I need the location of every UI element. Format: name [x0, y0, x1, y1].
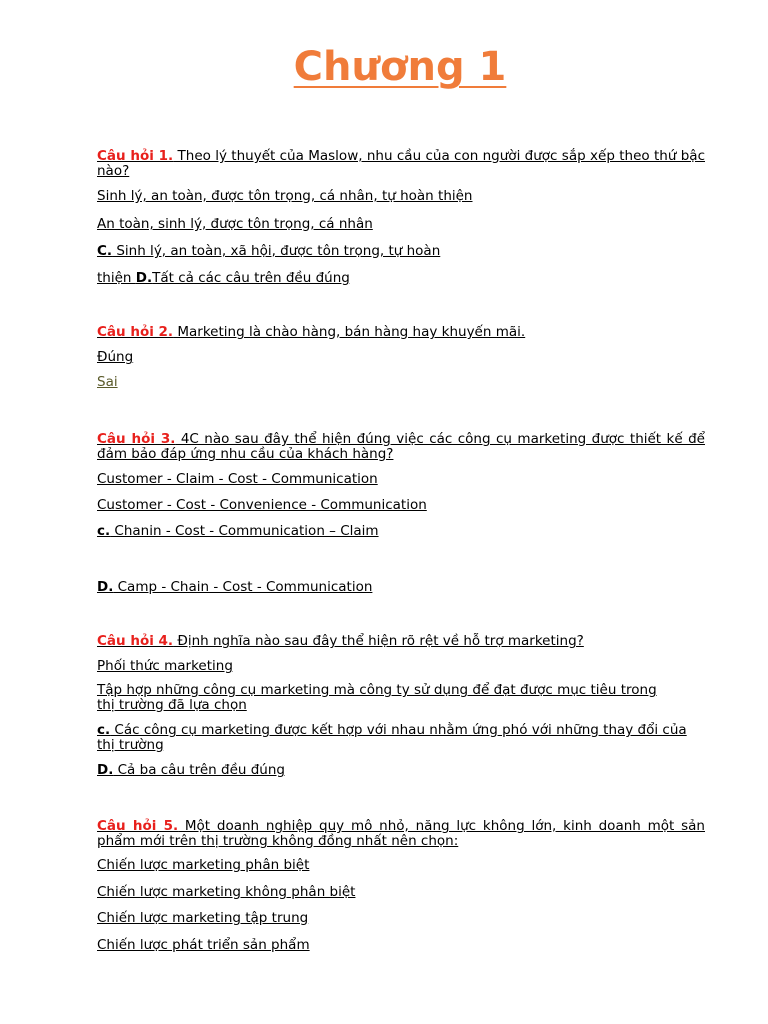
option-c-text: Sinh lý, an toàn, xã hội, được tôn trọng, tự hoàn [112, 243, 441, 259]
question-1-label: Câu hỏi 1. [97, 148, 174, 164]
question-3-text: 4C nào sau đây thể hiện đúng việc các công cụ marketing được thiết kế để đảm bảo đáp ứng nhu cầu của khách hàng? [97, 431, 705, 462]
question-3-option-a: Customer - Claim - Cost - Communication [97, 471, 378, 487]
option-c-text: Chanin - Cost - Communication – Claim [110, 523, 379, 539]
question-2 [97, 325, 705, 340]
option-d-marker: D. [97, 762, 114, 778]
question-5-option-c: Chiến lược marketing tập trung [97, 910, 309, 926]
option-d-marker: D. [135, 270, 153, 286]
question-2-text: Marketing là chào hàng, bán hàng hay khuyến mãi. [173, 324, 526, 340]
question-1 [97, 149, 705, 179]
question-4-option-c [97, 723, 687, 753]
option-c-marker: c. [97, 523, 111, 539]
question-3-option-d [97, 580, 705, 595]
question-4-option-d [97, 763, 705, 778]
option-d-text: Cả ba câu trên đều đúng [113, 762, 285, 778]
question-5 [97, 819, 705, 849]
question-3-option-b: Customer - Cost - Convenience - Communication [97, 497, 427, 513]
question-1-text: Theo lý thuyết của Maslow, nhu cầu của con người được sắp xếp theo thứ bậc nào? [97, 148, 705, 179]
question-2-option-a: Đúng [97, 349, 134, 365]
question-5-option-a: Chiến lược marketing phân biệt [97, 857, 310, 873]
question-1-option-b: An toàn, sinh lý, được tôn trọng, cá nhân [97, 216, 373, 232]
question-4 [97, 634, 705, 649]
question-4-option-a: Phối thức marketing [97, 658, 233, 674]
question-5-option-b: Chiến lược marketing không phân biệt [97, 884, 356, 900]
page-title: Chương 1 [293, 44, 507, 90]
question-5-label: Câu hỏi 5. [97, 818, 179, 834]
question-3-label: Câu hỏi 3. [97, 431, 176, 447]
option-c-continuation: thiện [97, 270, 136, 286]
option-c-marker: C. [97, 243, 113, 259]
option-c-text: Các công cụ marketing được kết hợp với nhau nhằm ứng phó với những thay đổi của thị trường [97, 722, 687, 753]
option-c-marker: c. [97, 722, 111, 738]
question-1-option-c [97, 244, 705, 259]
question-2-label: Câu hỏi 2. [97, 324, 174, 340]
question-5-option-d: Chiến lược phát triển sản phẩm [97, 937, 310, 953]
question-3-option-c [97, 524, 705, 539]
option-d-text: Tất cả các câu trên đều đúng [152, 270, 350, 286]
question-3 [97, 432, 705, 462]
option-d-text: Camp - Chain - Cost - Communication [113, 579, 373, 595]
option-d-marker: D. [97, 579, 114, 595]
question-2-option-b: Sai [97, 374, 118, 390]
question-4-option-b: Tập hợp những công cụ marketing mà công ty sử dụng để đạt được mục tiêu trong thị trường đã lựa chọn [97, 682, 657, 713]
question-4-label: Câu hỏi 4. [97, 633, 174, 649]
question-4-text: Định nghĩa nào sau đây thể hiện rõ rệt về hỗ trợ marketing? [173, 633, 584, 649]
question-5-text: Một doanh nghiệp quy mô nhỏ, năng lực không lớn, kinh doanh một sản phẩm mới trên thị trường không đồng nhất nên chọn: [97, 818, 705, 849]
question-1-option-a: Sinh lý, an toàn, được tôn trọng, cá nhân, tự hoàn thiện [97, 188, 473, 204]
question-1-option-d [97, 271, 705, 286]
